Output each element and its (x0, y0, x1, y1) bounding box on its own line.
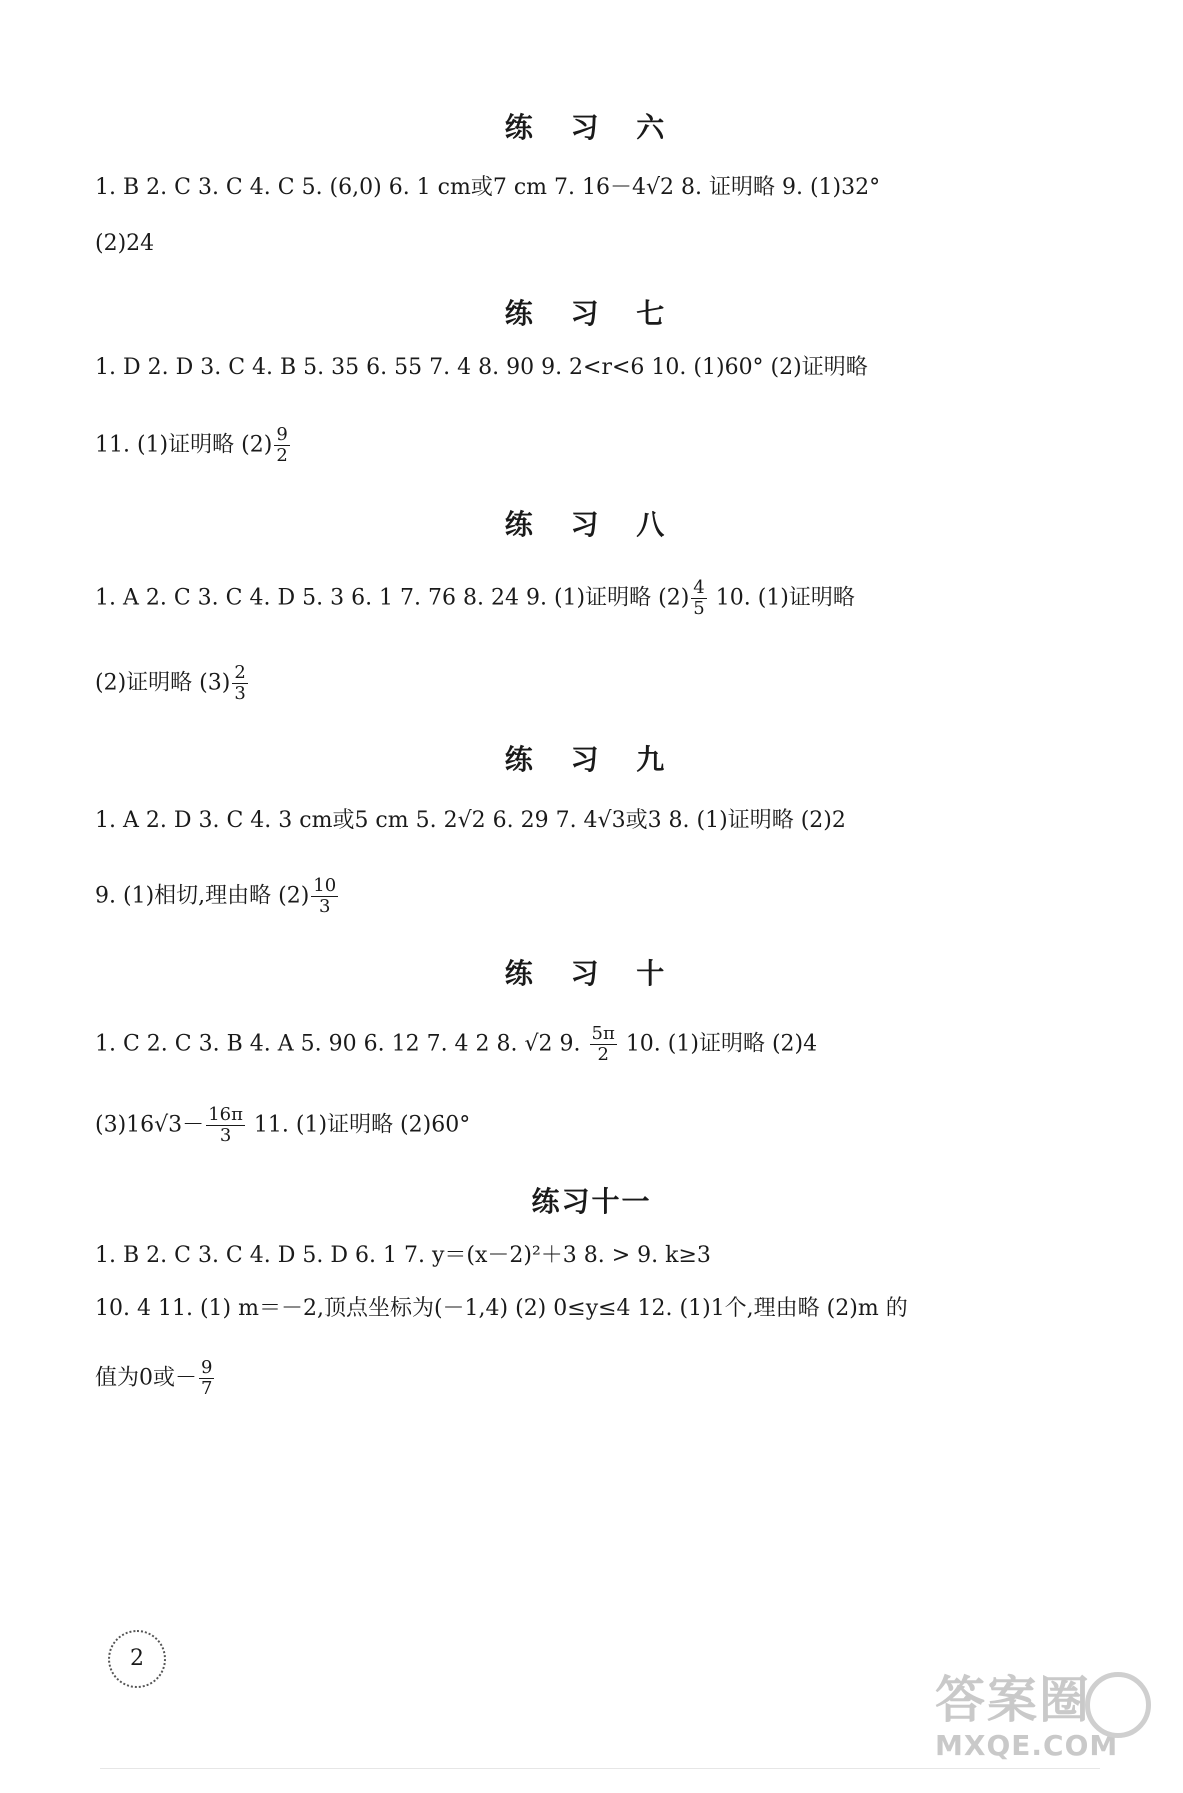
section-title-10: 练 习 十 (504, 957, 679, 990)
answer-line (95, 1024, 1115, 1065)
answer-line: 1. B 2. C 3. C 4. D 5. D 6. 1 7. y＝(x－2)²＋3 8. > 9. k≥3 (95, 1243, 711, 1268)
answer-line (95, 1358, 1115, 1399)
answer-line (95, 425, 1115, 466)
answer-line: 1. B 2. C 3. C 4. C 5. (6,0) 6. 1 cm或7 cm 7. 16－4√2 8. 证明略 9. (1)32° (95, 175, 881, 200)
answer-text: 1. A 2. C 3. C 4. D 5. 3 6. 1 7. 76 8. 24 9. (1)证明略 (2) (95, 585, 690, 611)
fraction: $\frac{5\pi}{2}$ (591, 1023, 615, 1065)
watermark-circle-icon (1085, 1672, 1151, 1738)
answer-line: 10. 4 11. (1) m＝－2,顶点坐标为(－1,4) (2) 0≤y≤4 12. (1)1个,理由略 (2)m 的 (95, 1296, 908, 1321)
watermark-text: 答案圈 (935, 1671, 1091, 1729)
watermark-url: MXQE.COM (935, 1729, 1119, 1762)
answer-line: (2)24 (95, 231, 155, 256)
answer-text: 11. (1)证明略 (2)60° (253, 1112, 471, 1138)
fraction: $\frac{4}{5}$ (693, 577, 705, 619)
answer-line: 1. D 2. D 3. C 4. B 5. 35 6. 55 7. 4 8. 90 9. 2<r<6 10. (1)60° (2)证明略 (95, 355, 868, 380)
answer-text: 值为0或－ (95, 1365, 197, 1391)
answer-text: 9. (1)相切,理由略 (2) (95, 883, 310, 909)
answer-text: (3)16√3－ (95, 1112, 205, 1138)
section-title-9: 练 习 九 (504, 743, 679, 776)
answer-text: 10. (1)证明略 (2)4 (625, 1031, 818, 1057)
answer-line (95, 1105, 1115, 1146)
answer-text: 11. (1)证明略 (2) (95, 432, 273, 458)
bottom-edge (100, 1768, 1100, 1793)
answer-line (95, 578, 1115, 619)
watermark-logo (935, 1670, 1165, 1780)
section-title-8: 练 习 八 (504, 508, 679, 541)
fraction: $\frac{9}{7}$ (201, 1357, 213, 1399)
answer-line (95, 663, 1115, 704)
section-title-6: 练 习 六 (504, 111, 679, 144)
fraction: $\frac{9}{2}$ (276, 424, 288, 466)
fraction: $\frac{2}{3}$ (234, 662, 246, 704)
answer-text: 1. C 2. C 3. B 4. A 5. 90 6. 12 7. 4 2 8. √2 9. (95, 1031, 581, 1057)
answer-line: 1. A 2. D 3. C 4. 3 cm或5 cm 5. 2√2 6. 29 7. 4√3或3 8. (1)证明略 (2)2 (95, 808, 846, 833)
fraction: $\frac{10}{3}$ (313, 875, 337, 917)
section-title-7: 练 习 七 (504, 297, 679, 330)
answer-text: (2)证明略 (3) (95, 670, 231, 696)
answer-text: 10. (1)证明略 (715, 585, 855, 611)
answer-line (95, 876, 1115, 917)
page-number: 2 (108, 1630, 166, 1688)
fraction: $\frac{16\pi}{3}$ (208, 1104, 243, 1146)
section-title-11: 练习十一 (531, 1185, 652, 1218)
